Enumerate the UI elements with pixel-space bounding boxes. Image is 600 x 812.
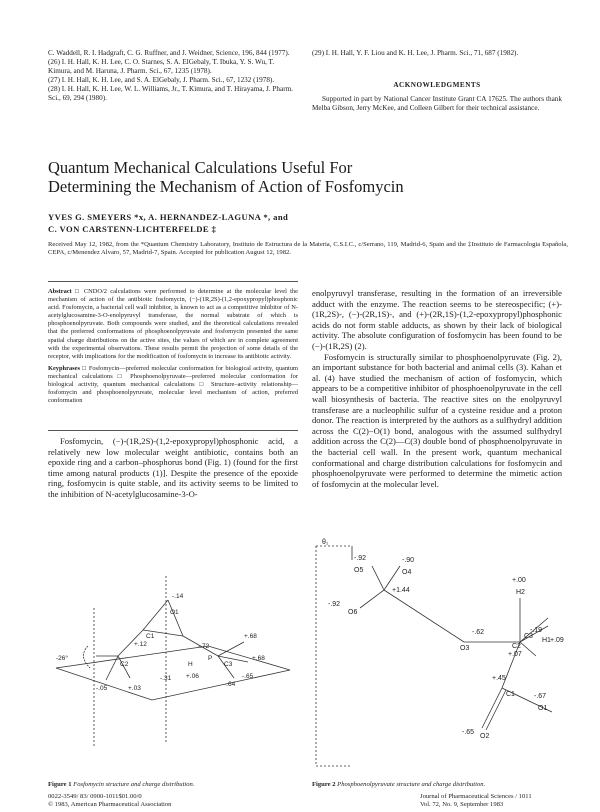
figure-2-caption xyxy=(312,781,562,788)
footer-left xyxy=(48,793,298,809)
fig2-charge-m90: -.90 xyxy=(402,557,415,564)
fig2-charge-h2: +.00 xyxy=(512,577,526,584)
references-right xyxy=(312,49,562,58)
fig2-atom-o5: O5 xyxy=(354,567,364,574)
fig1-charge-p68b: +.68 xyxy=(252,655,265,662)
fig2-atom-c1: C1 xyxy=(506,691,515,698)
figure-1-caption-label: Figure 1 xyxy=(48,781,72,788)
figure-1-diagram xyxy=(48,538,298,766)
footer-copyright: © 1983, American Pharmaceutical Association xyxy=(48,801,172,808)
fig2-atom-h1: H1 xyxy=(542,637,551,644)
fig2-charge-c1: +.45 xyxy=(492,675,506,682)
fig1-angle-label: -26° xyxy=(56,655,68,662)
abstract-block xyxy=(48,288,298,409)
fig2-charge-c3: -.19 xyxy=(530,627,543,634)
references-left xyxy=(48,49,298,103)
keyphrases-text: Fosfomycin—preferred molecular conformation for biological activity, quantum mechanical calculations □ Phosphoenolpyruvate—preferred molecular conformation for biological activity, quantum mechanical calculations □ Structure–activity relationship—fosfomycin and phosphoenolpyruvate, molecular level mechanism of action, preferred conformation xyxy=(48,364,298,405)
fig2-charge-o1: -.67 xyxy=(534,693,547,700)
fig2-atom-o4: O4 xyxy=(402,569,412,576)
fig2-atom-c2: C2 xyxy=(512,643,521,650)
fig1-charge-p03: +.03 xyxy=(128,685,141,692)
fig1-charge-m65: -.65 xyxy=(242,673,254,680)
article-title-line-1: Quantum Mechanical Calculations Useful For xyxy=(48,158,353,177)
fig2-charge-o3: -.62 xyxy=(472,629,485,636)
figure-1-caption-text: Fosfomycin structure and charge distribution. xyxy=(73,781,195,788)
fig1-atom-c2: C2 xyxy=(120,661,129,668)
fig2-charge-c2: +.07 xyxy=(508,651,522,658)
fig1-atom-c1: C1 xyxy=(146,633,155,640)
fig1-charge-m14: -.14 xyxy=(172,593,184,600)
fig1-charge-m64: -.64 xyxy=(224,681,236,688)
fig2-charge-m92: -.92 xyxy=(354,555,367,562)
fig2-atom-c3: C3 xyxy=(524,633,533,640)
fig2-charge-p144: +1.44 xyxy=(392,587,410,594)
body-right-column xyxy=(312,288,562,489)
fig1-charge-p06: +.06 xyxy=(186,673,199,680)
body-left-column xyxy=(48,436,298,500)
keyphrases-paragraph xyxy=(48,365,298,405)
reference-26: (26) I. H. Hall, K. H. Lee, C. O. Starnes, S. A. ElGebaly, T. Ibuka, Y. S. Wu, T. Kimura, and M. Haruna, J. Pharm. Sci., 67, 1235 (1978). xyxy=(48,58,275,75)
keyphrases-label: Keyphrases □ xyxy=(48,364,87,372)
body-paragraph-2: Fosfomycin is structurally similar to phosphoenolpyruvate (Fig. 2), an important substance for both bacterial and animal cells (3). Kahan et al. (4) have studied the mechanism of action of fosfomycin, which appears to be a competitive inhibitor of phosphoenolpyruvate in the cell wall biosynthesis of bacteria. The reactive sites on the enolpyruvyl transferase are a nucleophilic sulfur of a cysteine residue and a proton donor. The reaction is interpreted by the authors as a sulfhydryl addition across the C(2)−O(1) bond, analogous with the assumed sulfhydryl addition across the C(2)—C(3) double bond of phosphoenolpyruvate in the bacterial cell wall. In the present work, quantum mechanical conformational and charge distribution calculations for fosfomycin and phosphoenolpyruvate were performed to determine the mimetic action of fosfomycin at the molecular level. xyxy=(312,351,562,489)
fig2-atom-o3: O3 xyxy=(460,645,470,652)
fig2-charge-o2: -.65 xyxy=(462,729,475,736)
fig2-atom-o6: O6 xyxy=(348,609,358,616)
reference-27: (27) I. H. Hall, K. H. Lee, and S. A. ElGebaly, J. Pharm. Sci., 67, 1232 (1978). xyxy=(48,76,275,84)
fig2-atom-o2: O2 xyxy=(480,733,490,740)
fig1-charge-m05: -.05 xyxy=(96,685,108,692)
fig2-charge-m92b: -.92 xyxy=(328,601,341,608)
abstract-text: CNDO/2 calculations were performed to determine at the molecular level the mechanism of action of the antibiotic fosfomycin, (−)-(1R,2S)-(1,2-epoxypropyl)phosphonic acid. Fosfomycin, a bacterial cell wall inhibitor, is known to act as a competitive inhibitor of N-acetylglucosamine-3-O-enolpyruvyl transferase, the normal substrate of which is phosphoenolpyruvate. Both compounds were studied, and the theoretical calculations revealed that the preferred conformations of phosphoenolpyruvate and fosfomycin presented the same spatial charge distributions on the active sites, the values of which are in complete agreement with the experimental observations. These results permit the projection of some details of the receptor, with implications for the modification of fosfomycin to increase its antibiotic activity. xyxy=(48,288,298,360)
authors-line-1: YVES G. SMEYERS *x, A. HERNANDEZ-LAGUNA *, and xyxy=(48,212,289,222)
body-paragraph-1: enolpyruvyl transferase, resulting in the formation of an irreversible adduct with the enzyme. The reaction seems to be stereospecific; (+)-(1R,2S)-, (−)-(2R,1S)-, and (+)-(2R,1S)-(1,2-epoxypropyl)phosphonic acids do not form stable adducts, as shown by their lack of biological activity. The absolute configuration of fosfomycin has been found to be (−)-(1R,2S) (2). xyxy=(312,288,562,351)
figure-2-caption-label: Figure 2 xyxy=(312,781,336,788)
reference-25: C. Waddell, R. I. Hadgraft, C. G. Ruffner, and J. Weidner, Science, 196, 844 (1977). xyxy=(48,49,290,57)
reference-28: (28) I. H. Hall, K. H. Lee, W. L. Williams, Jr., T. Kimura, and T. Hirayama, J. Pharm. Sci., 69, 294 (1980). xyxy=(48,85,293,102)
reference-29: (29) I. H. Hall, Y. F. Liou and K. H. Lee, J. Pharm. Sci., 71, 687 (1982). xyxy=(312,49,519,57)
fig1-charge-p12: +.12 xyxy=(134,641,147,648)
authors-line-2: C. VON CARSTENN-LICHTERFELDE ‡ xyxy=(48,224,217,234)
footer-right xyxy=(420,793,562,809)
figure-2-diagram xyxy=(312,538,562,776)
fig1-atom-h: H xyxy=(188,661,193,668)
intro-paragraph: Fosfomycin, (−)-(1R,2S)-(1,2-epoxypropyl)phosphonic acid, a relatively new low molecular weight antibiotic, contains both an epoxide ring and a carbon–phosphorus bond (Fig. 1) (found for the first time among natural products (1)]. Despite the presence of the epoxide ring, fosfomycin is quite stable, and its activity seems to be limited to the inhibition of N-acetylglucosamine-3-O- xyxy=(48,436,298,499)
abstract-label: Abstract □ xyxy=(48,288,81,295)
abstract-paragraph xyxy=(48,288,298,361)
fig2-charge-h1: +.09 xyxy=(550,637,564,644)
article-title-line-2: Determining the Mechanism of Action of Fosfomycin xyxy=(48,177,404,196)
fig1-charge-m72: -.72 xyxy=(198,643,210,650)
fig1-atom-c3: C3 xyxy=(224,661,233,668)
figure-1-caption xyxy=(48,781,298,788)
acknowledgments-heading: ACKNOWLEDGMENTS xyxy=(393,81,481,89)
acknowledgments-text: Supported in part by National Cancer Institute Grant CA 17625. The authors thank Melba Gibson, Jerry McKee, and Colleen Gilbert for their technical assistance. xyxy=(312,95,562,112)
received-note: Received May 12, 1982, from the *Quantum Chemistry Laboratory, Instituto de Estructura de la Materia, C.S.I.C., c/Serrano, 119, Madrid-6, Spain and the ‡Instituto de Farmacologia Española, CEPA, c/Menendez Alvaro, 57, Madrid-7, Spain. Accepted for publication August 12, 1982. xyxy=(48,241,568,257)
footer-volume: Vol. 72, No. 9, September 1983 xyxy=(420,801,504,808)
fig2-theta-label: θ₁ xyxy=(322,539,329,546)
figure-2-caption-text: Phosphoenolpyruvate structure and charge distribution. xyxy=(337,781,486,788)
fig2-atom-h2: H2 xyxy=(516,589,525,596)
fig1-charge-m31: -.31 xyxy=(160,675,172,682)
fig1-charge-p68: +.68 xyxy=(244,633,257,640)
fig1-atom-o1: O1 xyxy=(170,609,179,616)
footer-journal: Journal of Pharmaceutical Sciences / 1011 xyxy=(420,793,532,800)
header-divider xyxy=(48,281,298,282)
abstract-divider xyxy=(48,430,298,431)
footer-issn: 0022-3549/ 83/ 0900-1011$01.00/0 xyxy=(48,793,142,800)
fig1-atom-p: P xyxy=(208,655,213,662)
fig2-atom-o1: O1 xyxy=(538,705,548,712)
